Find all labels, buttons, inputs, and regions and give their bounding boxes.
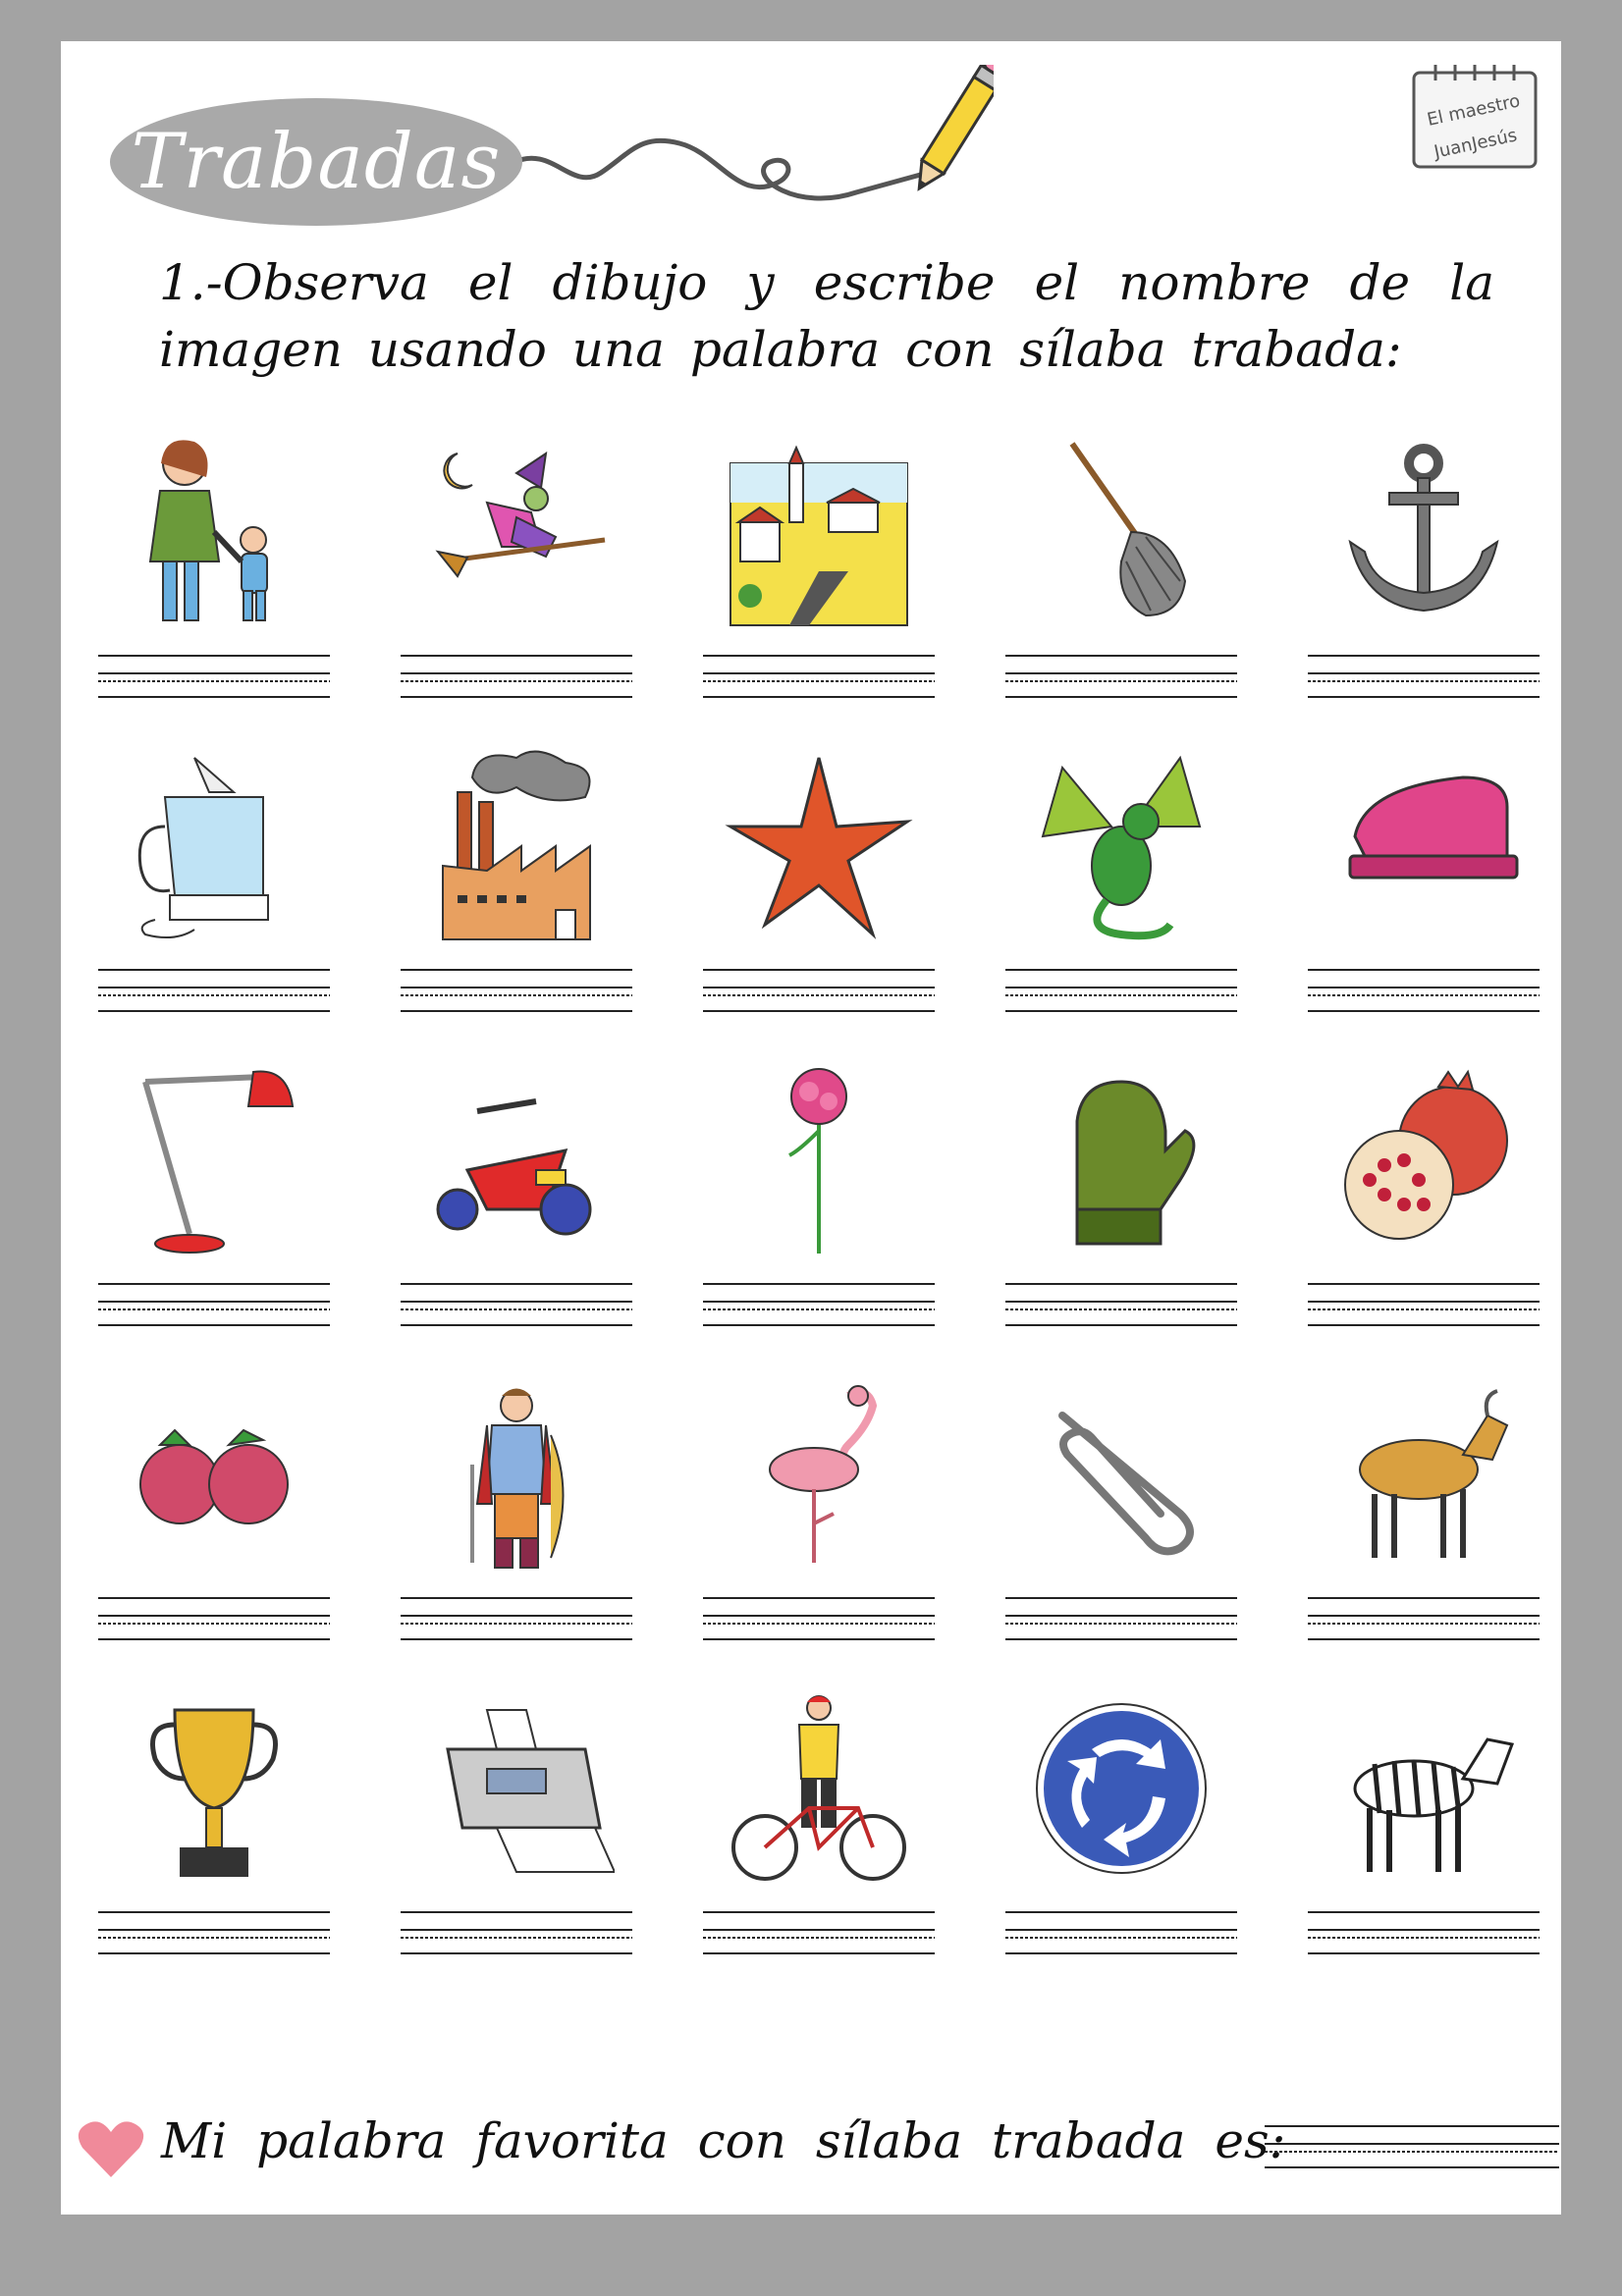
item-cell <box>1005 748 1237 1042</box>
item-cell <box>1308 748 1540 1042</box>
item-cell <box>1005 434 1237 728</box>
writing-lines[interactable] <box>1005 966 1237 1035</box>
item-cell <box>703 748 935 1042</box>
mother-child-icon <box>116 434 312 630</box>
item-cell <box>98 1690 330 1985</box>
raspberry-icon <box>116 1376 312 1573</box>
item-cell <box>401 1062 632 1357</box>
village-icon <box>721 434 917 630</box>
favorite-word-lines[interactable] <box>1265 2122 1559 2181</box>
cyclist-icon <box>721 1690 917 1887</box>
item-cell <box>1308 434 1540 728</box>
badge-line1: El maestro <box>1425 90 1523 131</box>
badge-line2: JuanJesús <box>1432 125 1519 163</box>
writing-lines[interactable] <box>401 1280 632 1349</box>
factory-icon <box>418 748 615 944</box>
item-cell <box>1005 1376 1237 1671</box>
item-cell <box>703 1062 935 1357</box>
heart-icon <box>77 2118 145 2179</box>
item-cell <box>1005 1690 1237 1985</box>
flamingo-icon <box>721 1376 917 1573</box>
favorite-word-row <box>77 2109 1549 2197</box>
item-cell <box>703 434 935 728</box>
writing-lines[interactable] <box>703 1908 935 1977</box>
writing-lines[interactable] <box>401 1594 632 1663</box>
writing-lines[interactable] <box>401 652 632 721</box>
writing-lines[interactable] <box>1005 1280 1237 1349</box>
writing-lines[interactable] <box>1308 1280 1540 1349</box>
writing-lines[interactable] <box>401 1908 632 1977</box>
item-cell <box>98 434 330 728</box>
dragon-icon <box>1023 748 1219 944</box>
pomegranate-icon <box>1325 1062 1522 1258</box>
worksheet-page <box>61 41 1561 2215</box>
favorite-word-label: Mi palabra favorita con sílaba trabada es: <box>161 2112 1286 2169</box>
writing-lines[interactable] <box>1308 652 1540 721</box>
item-cell <box>703 1376 935 1671</box>
paperclip-icon <box>1023 1376 1219 1573</box>
writing-lines[interactable] <box>1308 1594 1540 1663</box>
printer-icon <box>418 1690 615 1887</box>
title-area <box>110 65 994 232</box>
writing-lines[interactable] <box>1308 966 1540 1035</box>
carnation-icon <box>721 1062 917 1258</box>
item-cell <box>98 1376 330 1671</box>
writing-lines[interactable] <box>1005 1594 1237 1663</box>
item-cell <box>98 1062 330 1357</box>
writing-lines[interactable] <box>1308 1908 1540 1977</box>
page-title: Trabadas <box>110 98 522 226</box>
feather-duster-icon <box>1023 434 1219 630</box>
item-cell <box>1005 1062 1237 1357</box>
picture-grid <box>61 434 1561 2044</box>
writing-lines[interactable] <box>401 966 632 1035</box>
item-cell <box>401 748 632 1042</box>
trophy-icon <box>116 1690 312 1887</box>
roundabout-sign-icon <box>1023 1690 1219 1887</box>
goat-icon <box>1325 1376 1522 1573</box>
item-cell <box>98 748 330 1042</box>
item-cell <box>703 1690 935 1985</box>
witch-icon <box>418 434 615 630</box>
prince-icon <box>418 1376 615 1573</box>
item-cell <box>401 434 632 728</box>
writing-lines[interactable] <box>703 1594 935 1663</box>
writing-lines[interactable] <box>98 652 330 721</box>
writing-lines[interactable] <box>1005 1908 1237 1977</box>
item-cell <box>1308 1062 1540 1357</box>
writing-lines[interactable] <box>98 1908 330 1977</box>
item-cell <box>1308 1690 1540 1985</box>
instruction-text: 1.-Observa el dibujo y escribe el nombre de la imagen usando una palabra con sílaba trabada: <box>159 254 1494 378</box>
writing-lines[interactable] <box>98 1280 330 1349</box>
mitten-icon <box>1023 1062 1219 1258</box>
writing-lines[interactable] <box>703 652 935 721</box>
desk-lamp-icon <box>116 1062 312 1258</box>
item-cell <box>401 1376 632 1671</box>
stapler-icon <box>1325 748 1522 944</box>
author-badge <box>1406 55 1543 173</box>
writing-lines[interactable] <box>703 966 935 1035</box>
zebra-icon <box>1325 1690 1522 1887</box>
writing-lines[interactable] <box>98 966 330 1035</box>
writing-lines[interactable] <box>703 1280 935 1349</box>
tricycle-icon <box>418 1062 615 1258</box>
item-cell <box>401 1690 632 1985</box>
anchor-icon <box>1325 434 1522 630</box>
writing-lines[interactable] <box>1005 652 1237 721</box>
item-cell <box>1308 1376 1540 1671</box>
starfish-icon <box>721 748 917 944</box>
juicer-icon <box>116 748 312 944</box>
writing-lines[interactable] <box>98 1594 330 1663</box>
